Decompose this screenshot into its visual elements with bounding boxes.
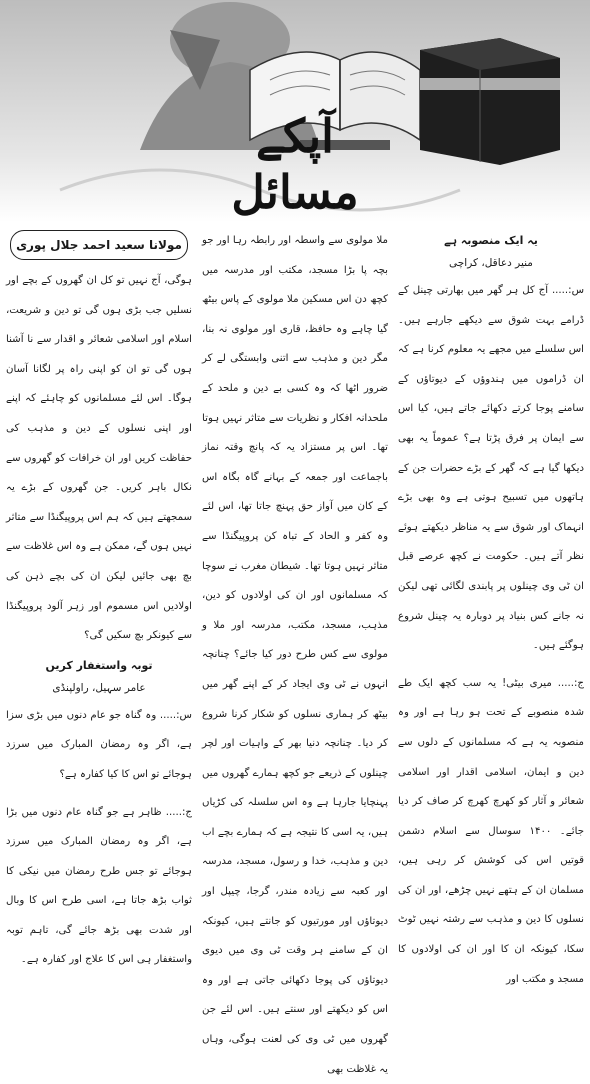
article-byline: منیر دعاقل، کراچی [449, 257, 533, 269]
answer-text: ج:..... میری بیٹی! یہ سب کچھ ایک طے شدہ منصوبے کے تحت ہو رہا ہے اور وہ منصوبہ یہ ہے کہ مسلمانوں کے دلوں سے دین و ایمان، اسلامی اقدار اور اسلامی شعائر و آثار کو کھرچ کھرچ کر صاف کر دیا جائے۔ ۱۴۰۰ سوسال سے اسلام دشمن قوتیں اس کی کوشش کر رہی ہیں، مسلمان ان کے ہتھے نہیں چڑھے، اور ان کی نسلوں کا دین و مذہب سے رشتہ نہیں ٹوٹ سکا، کیونکہ ان کا اور ان کی اولادوں کا مسجد و مکتب اور [398, 677, 584, 985]
second-question-text: س:..... وہ گناہ جو عام دنوں میں بڑی سزا ہے، اگر وہ رمضان المبارک میں سرزد ہوجائے تو اس کا کیا کفارہ ہے؟ [6, 709, 192, 780]
column-right [398, 226, 584, 985]
kaaba-icon [420, 38, 560, 165]
second-article-byline: عامر سہیل، راولپنڈی [52, 681, 146, 694]
answer-conclusion-text: ہوگی، آج نہیں تو کل ان گھروں کے بچے اور نسلیں جب بڑی ہوں گی تو دین و شریعت، اسلام اور اسلامی شعائر و اقدار سے نا آشنا ہوں گی تو ان کو اپنی راہ پر لگانا آسان ہوگا۔ اس لئے مسلمانوں کو چاہئے کہ اپنے اور اپنی نسلوں کے دین و مذہب کی حفاظت کریں اور ان خرافات کو گھروں سے نکال باہر کریں۔ جن گھروں کے بڑے یہ سمجھتے ہیں کہ ہم اس پروپیگنڈا سے متاثر نہیں ہوں گے، ممکن ہے وہ اس غلاظت سے بچ بھی جائیں لیکن ان کی بچے ذہن کی اولادیں اس مسموم اور زہر آلود پروپیگنڈا سے کیونکر بچ سکیں گی؟ [6, 275, 192, 642]
question-text: س:..... آج کل ہر گھر میں بھارتی چینل کے ڈرامے بہت شوق سے دیکھے جارہے ہیں۔ اس سلسلے میں مجھے یہ معلوم کرنا ہے کہ ان ڈراموں میں ہندوؤں کے دیوتاؤں کے سامنے پوجا کرتے دکھائے جاتے ہیں، کیا اس سے ایمان پر فرق پڑتا ہے؟ عموماً یہ بھی دیکھا گیا ہے کہ گھر کے بڑے حضرات جن کے ہاتھوں میں تسبیح ہوتی ہے وہ بھی بڑے انہماک اور شوق سے یہ مناظر دیکھتے ہوئے نظر آتے ہیں۔ حکومت نے کچھ عرصے قبل ان ٹی وی چینلوں پر پابندی لگائی تھی لیکن نہ جانے کس بنیاد پر دوبارہ یہ چینل شروع ہوگئے ہیں۔ [398, 285, 584, 652]
column-middle [202, 226, 388, 1075]
article-columns [6, 226, 584, 1075]
answer-continued-text: ملا مولوی سے واسطہ اور رابطہ رہا اور جو بچہ پا بڑا مسجد، مکتب اور مدرسہ میں کچھ دن اس مسکین ملا مولوی کے پاس بیٹھ گیا چاہے وہ حافظ، قاری اور مولوی نہ بنا، مگر دین و مذہب سے اتنی وابستگی لے کر ضرور اٹھا کہ وہ کسی بے دین و ملحد کے ملحدانہ افکار و نظریات سے متاثر نہیں ہوتا تھا۔ اس پر مستزاد یہ کہ پانچ وقتہ نماز باجماعت اور جمعہ کے بہانے گاہ بگاہ اس کے کان میں آواز حق پہنچ جاتا تھا، اس لئے وہ کفر و الحاد کے تباہ کن پروپیگنڈا سے متاثر نہیں ہوتا تھا۔ شیطان مغرب نے سوچا کہ مسلمانوں اور ان کی اولادوں کو دین، مذہب، مسجد، مکتب، مدرسہ اور ملا و مولوی سے کس طرح دور کیا جائے؟ چنانچہ انہوں نے ٹی وی ایجاد کر کے اپنے گھر میں بیٹھ کر ہماری نسلوں کو شکار کرنا شروع کر دیا۔ چنانچہ دنیا بھر کے واہیات اور لچر چینلوں کے ذریعے جو کچھ ہمارے گھروں میں پہنچایا جارہا ہے وہ اس سلسلہ کی کڑیاں ہیں، یہ اسی کا نتیجہ ہے کہ ہمارے بچے اب دین و مذہب، خدا و رسول، مسجد، مدرسہ اور کعبہ سے زیادہ مندر، گرجا، چیپل اور دیوتاؤں اور مورتیوں کو جانتے ہیں، کیونکہ ان کے سامنے ہر وقت ٹی وی میں دیوی دیوتاؤں کی پوجا دکھائی جاتی ہے اور وہ اس کو دیکھتے اور سنتے ہیں۔ اس لئے جن گھروں میں ٹی وی کی لعنت ہوگی، وہاں یہ غلاظت بھی [202, 235, 388, 1075]
column-left [6, 226, 192, 966]
author-name-box: مولانا سعید احمد جلال پوری [10, 230, 188, 260]
article-heading: یہ ایک منصوبہ ہے [444, 234, 538, 247]
masthead-banner [0, 0, 590, 222]
second-answer-text: ج:..... ظاہر ہے جو گناہ عام دنوں میں بڑا ہے، اگر وہ رمضان المبارک میں سرزد ہوجائے تو جس طرح رمضان میں نیکی کا ثواب بڑھ جاتا ہے، اسی طرح اس کا وبال اور شدت بھی بڑھ جائے گی، تاہم توبہ واستغفار ہی اس کا علاج اور کفارہ ہے۔ [6, 806, 192, 966]
second-article-heading: توبہ واستغفار کریں [45, 658, 153, 672]
masthead-title: آپکے مسائل [231, 109, 359, 219]
